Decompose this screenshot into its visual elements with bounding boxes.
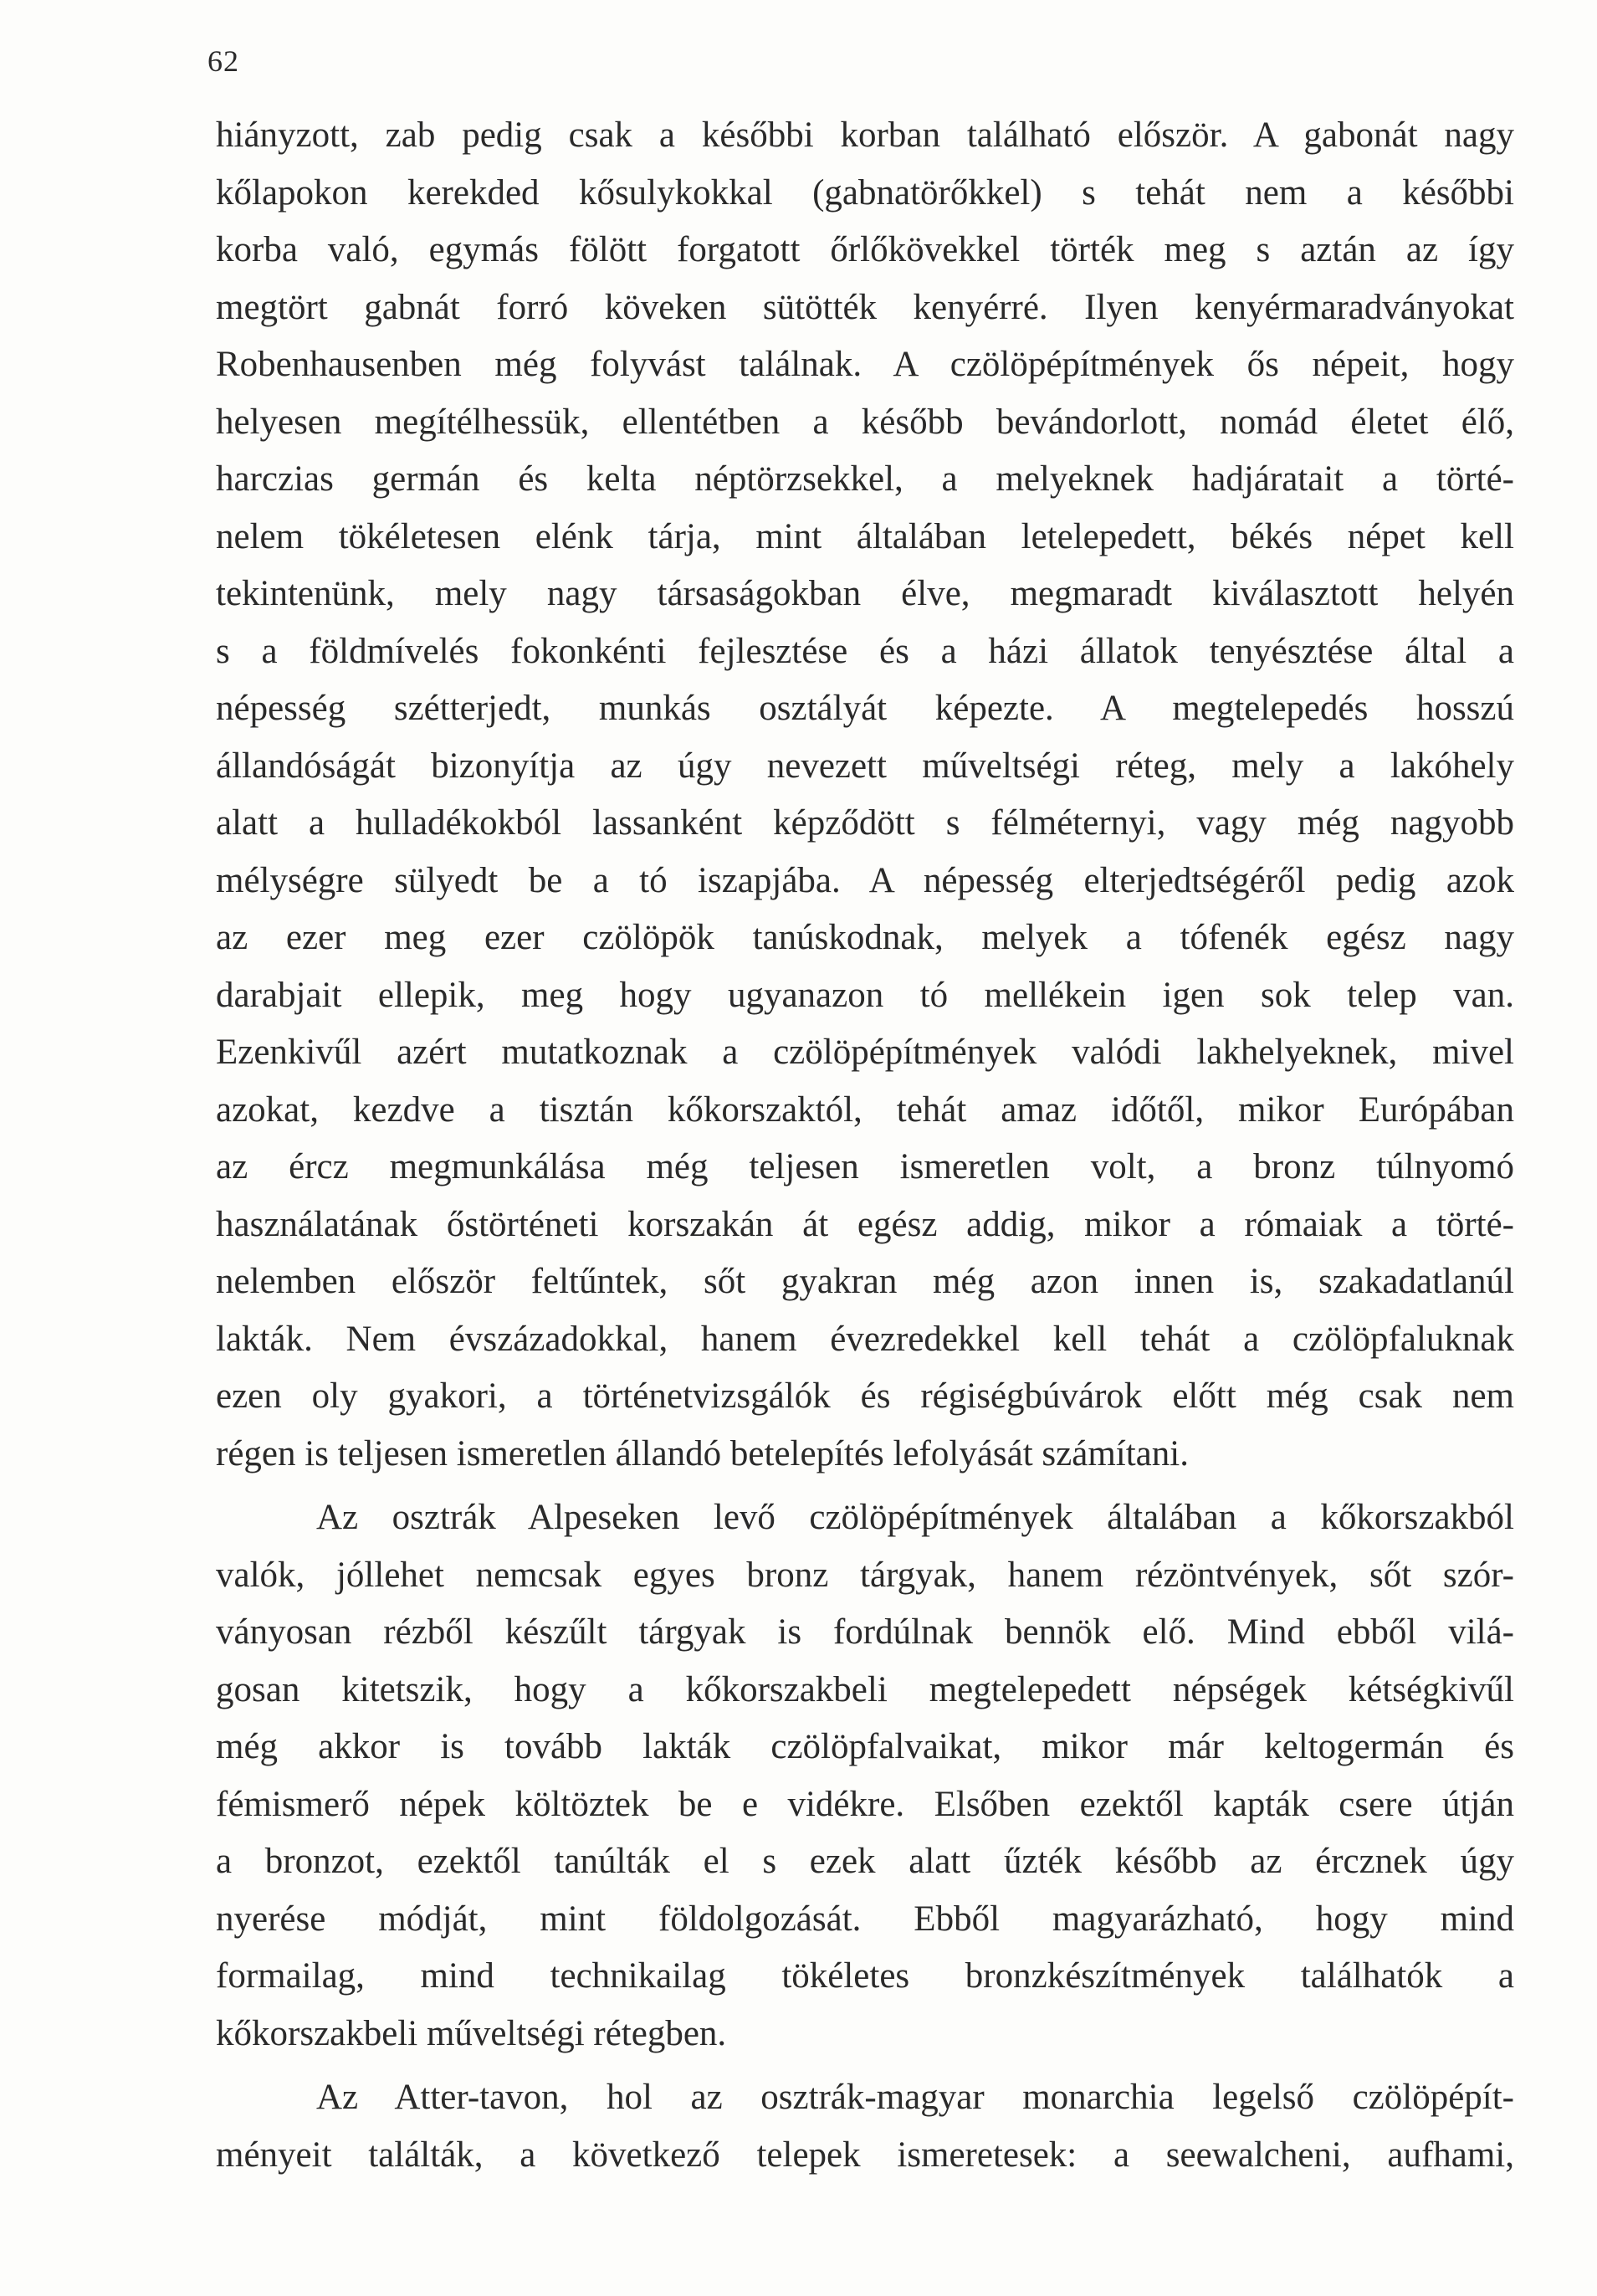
paragraph: [216, 1489, 1514, 2063]
text-line: lakták. Nem évszázadokkal, hanem évezredekkel kell tehát a czölöpfaluknak: [216, 1319, 1514, 1359]
text-line: hiányzott, zab pedig csak a későbbi korban található először. A gabonát nagy: [216, 115, 1514, 155]
text-line: régen is teljesen ismeretlen állandó betelepítés lefolyását számítani.: [216, 1433, 1189, 1473]
text-line: azokat, kezdve a tisztán kőkorszaktól, tehát amaz időtől, mikor Európában: [216, 1089, 1514, 1130]
text-line: mélységre sülyedt be a tó iszapjába. A népesség elterjedtségéről pedig azok: [216, 860, 1514, 900]
text-line: alatt a hulladékokból lassanként képződött s félméternyi, vagy még nagyobb: [216, 803, 1514, 843]
text-line: Robenhausenben még folyvást találnak. A czölöpépítmények ős népeit, hogy: [216, 345, 1514, 384]
page-number: 62: [207, 44, 239, 78]
text-line: kőkorszakbeli műveltségi rétegben.: [216, 2013, 727, 2053]
text-line: megtört gabnát forró köveken sütötték kenyérré. Ilyen kenyérmaradványokat: [216, 287, 1514, 327]
text-line: s a földmívelés fokonkénti fejlesztése és a házi állatok tenyésztése által a: [216, 631, 1514, 671]
text-line: állandóságát bizonyítja az úgy nevezett műveltségi réteg, mely a lakóhely: [216, 746, 1514, 786]
text-line: Az osztrák Alpeseken levő czölöpépítmények általában a kőkorszakból: [316, 1498, 1514, 1537]
text-line: kőlapokon kerekded kősulykokkal (gabnatörőkkel) s tehát nem a későbbi: [216, 172, 1514, 213]
text-line: darabjait ellepik, meg hogy ugyanazon tó mellékein igen sok telep van.: [216, 975, 1514, 1015]
text-line: helyesen megítélhessük, ellentétben a később bevándorlott, nomád életet élő,: [216, 402, 1514, 442]
text-line: nelem tökéletesen elénk tárja, mint általában letelepedett, békés népet kell: [216, 516, 1514, 556]
text-line: ményeit találták, a következő telepek ismeretesek: a seewalcheni, aufhami,: [216, 2135, 1514, 2175]
text-line: ezen oly gyakori, a történetvizsgálók és régiségbúvárok előtt még csak nem: [216, 1376, 1514, 1416]
text-line: korba való, egymás fölött forgatott őrlőkövekkel törték meg s aztán az így: [216, 230, 1514, 269]
text-line: Ezenkivűl azért mutatkoznak a czölöpépítmények valódi lakhelyeknek, mivel: [216, 1033, 1514, 1072]
paragraph-gap: [216, 2063, 1514, 2069]
text-line: az ezer meg ezer czölöpök tanúskodnak, melyek a tófenék egész nagy: [216, 918, 1514, 957]
text-line: nelemben először feltűntek, sőt gyakran még azon innen is, szakadatlanúl: [216, 1262, 1514, 1301]
text-line: tekintenünk, mely nagy társaságokban élve, megmaradt kiválasztott helyén: [216, 574, 1514, 613]
text-line: az ércz megmunkálása még teljesen ismeretlen volt, a bronz túlnyomó: [216, 1147, 1514, 1186]
paragraph-gap: [216, 1483, 1514, 1489]
text-line: népesség szétterjedt, munkás osztályát képezte. A megtelepedés hosszú: [216, 689, 1514, 728]
text-line: harczias germán és kelta néptörzsekkel, a melyeknek hadjáratait a törté-: [216, 459, 1514, 499]
paragraph: [216, 107, 1514, 1483]
text-line: a bronzot, ezektől tanúlták el s ezek alatt űzték később az ércznek úgy: [216, 1842, 1514, 1881]
paragraph: [216, 2069, 1514, 2184]
text-line: fémismerő népek költöztek be e vidékre. Elsőben ezektől kapták csere útján: [216, 1784, 1514, 1824]
text-line: Az Atter-tavon, hol az osztrák-magyar monarchia legelső czölöpépít-: [316, 2078, 1514, 2117]
text-line: formailag, mind technikailag tökéletes bronzkészítmények találhatók a: [216, 1956, 1514, 1996]
text-line: valók, jóllehet nemcsak egyes bronz tárgyak, hanem rézöntvények, sőt szór-: [216, 1555, 1514, 1595]
body-text: [216, 107, 1514, 2184]
text-line: még akkor is tovább lakták czölöpfalvaikat, mikor már keltogermán és: [216, 1727, 1514, 1766]
text-line: gosan kitetszik, hogy a kőkorszakbeli megtelepedett népségek kétségkivűl: [216, 1669, 1514, 1709]
text-line: nyerése módját, mint földolgozását. Ebből magyarázható, hogy mind: [216, 1899, 1514, 1939]
text-line: ványosan rézből készűlt tárgyak is fordúlnak bennök elő. Mind ebből vilá-: [216, 1612, 1514, 1652]
text-line: használatának őstörténeti korszakán át egész addig, mikor a rómaiak a törté-: [216, 1204, 1514, 1244]
